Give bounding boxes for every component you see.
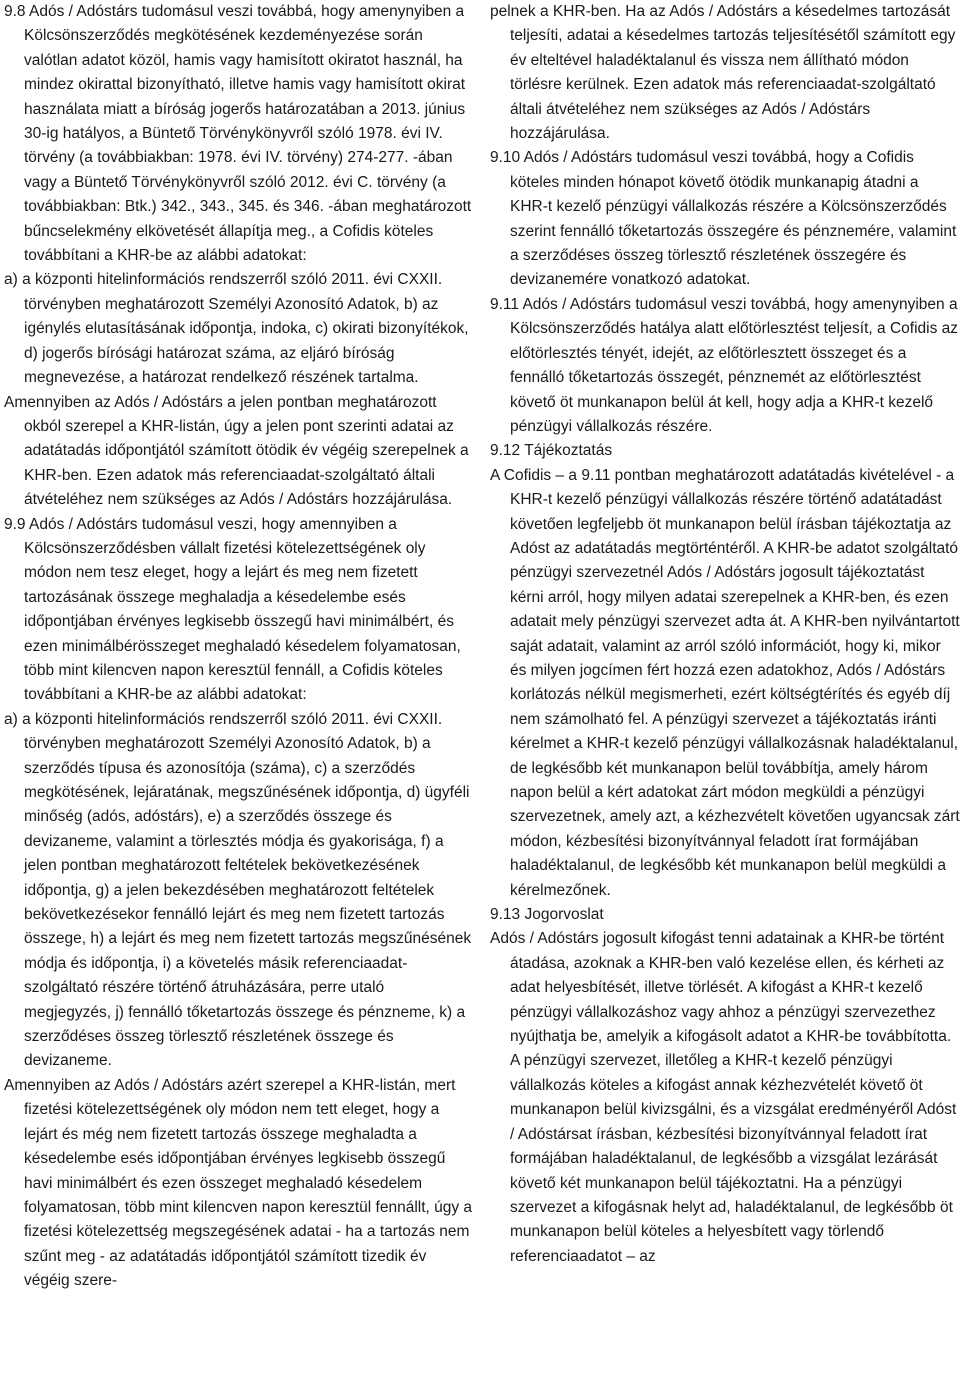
heading-9-12-tajekoztatas: 9.12 Tájékoztatás <box>490 442 613 460</box>
left-column <box>4 0 474 1294</box>
paragraph-9-9-a-list: a) a központi hitelinformációs rendszerről szóló 2011. évi CXXII. törvényben meghatározott Személyi Azonosító Adatok, b) a szerződés típusa és azonosítója (száma), c) a szerződés megkötésének, lejáratának, megszűnésének időpontja, d) ügyféli minőség (adós, adóstárs), e) a szerződés összege és devizaneme, valamint a törlesztés módja és gyakorisága, f) a jelen pontban meghatározott feltételek bekövetkezésének időpontja, g) a jelen bekezdésében meghatározott feltételek bekövetkezésekor fennálló lejárt és meg nem fizetett tartozás összege, h) a lejárt és meg nem fizetett tartozás megszűnésének módja és időpontja, i) a követelés másik referenciaadat-szolgáltató részére történő átruházására, perre utaló megjegyzés, j) fennálló tőketartozás összege és pénzneme, k) a szerződéses összeg törlesztő részletének összege és devizaneme. <box>4 710 472 1070</box>
paragraph-9-9-continued: pelnek a KHR-ben. Ha az Adós / Adóstárs a késedelmes tartozását teljesíti, adatai a késedelmes tartozás teljesítésétől számított egy év elteltével haladéktalanul és vissza nem állítható módon törlésre kerülnek. Ezen adatok más referenciaadat-szolgáltató általi átvételéhez nem szükséges az Adós / Adóstárs hozzájárulása. <box>490 3 956 143</box>
paragraph-9-12-body: A Cofidis – a 9.11 pontban meghatározott adatátadás kivételével - a KHR-t kezelő pénzügyi vállalkozás részére történő adatátadást követően legfeljebb öt munkanapon belül írásban tájékoztatja az Adóst az adatátadás megtörténtéről. A KHR-be adatot szolgáltató pénzügyi szervezetnél Adós / Adóstárs jogosult tájékoztatást kérni arról, hogy milyen adatai szerepelnek a KHR-ben, és ezen adatait mely pénzügyi szervezet adta át. A KHR-ben nyilvántartott saját adatait, valamint az arról szóló információt, hogy ki, mikor és milyen jogcímen fért hozzá ezen adatokhoz, Adós / Adóstárs korlátozás nélkül megismerheti, ezért költségtérítés és egyéb díj nem számolható fel. A pénzügyi szervezet a tájékoztatás iránti kérelmet a KHR-t kezelő pénzügyi vállalkozásnak haladéktalanul, de legkésőbb két munkanapon belül továbbítja, amely három napon belül a kért adatokat zárt módon megküldi a pénzügyi szervezetnek, amely azt, a kézhezvételt követően ugyancsak zárt módon, kézbesítési bizonyítvánnyal feladott írat formájában haladéktalanul, de legkésőbb két munkanapon belül megküldi a kérelmezőnek. <box>490 466 960 899</box>
paragraph-9-10: 9.10 Adós / Adóstárs tudomásul veszi továbbá, hogy a Cofidis köteles minden hónapot követő ötödik munkanapig átadni a KHR-t kezelő pénzügyi vállalkozás részére a Kölcsönszerződés szerint fennálló tőketartozás összegére és pénznemére, valamint a szerződéses összeg törlesztő részletének összegére és devizanemére vonatkozó adatokat. <box>490 149 957 289</box>
paragraph-9-8-khr-duration: Amennyiben az Adós / Adóstárs a jelen pontban meghatározott okból szerepel a KHR-listán, úgy a jelen pont szerinti adatai az adatátadás időpontjától számított ötödik év végéig szerepelnek a KHR-ben. Ezen adatok más referenciaadat-szolgáltató általi átvételéhez nem szükséges az Adós / Adóstárs hozzájárulása. <box>4 393 469 509</box>
paragraph-9-8: 9.8 Adós / Adóstárs tudomásul veszi továbbá, hogy amenynyiben a Kölcsönszerződés megkötésének kezdeményezése során valótlan adatot közöl, hamis vagy hamisított okiratot használ, ha mindez okirattal bizonyítható, illetve hamis vagy hamisított okirat használata miatt a bíróság jogerős határozatában a 2013. június 30-ig hatályos, a Büntető Törvénykönyvről szóló 1978. évi IV. törvény (a továbbiakban: 1978. évi IV. törvény) 274-277. -ában vagy a Büntető Törvénykönyvről szóló 2012. évi C. törvény (a továbbiakban: Btk.) 342., 343., 345. és 346. -ában meghatározott bűncselekmény elkövetését állapítja meg., a Cofidis köteles továbbítani a KHR-be az alábbi adatokat: <box>4 3 472 265</box>
heading-9-13-jogorvoslat: 9.13 Jogorvoslat <box>490 906 604 924</box>
right-column <box>490 0 960 1269</box>
paragraph-9-11: 9.11 Adós / Adóstárs tudomásul veszi továbbá, hogy amenynyiben a Kölcsönszerződés hatálya alatt előtörlesztést teljesít, a Cofidis az előtörlesztés tényét, idejét, az előtörlesztett összeget és a fennálló tőketartozás összegét, pénznemét az előtörlesztést követő öt munkanapon belül át kell, hogy adja a KHR-t kezelő pénzügyi vállalkozás részére. <box>490 295 959 435</box>
paragraph-9-9: 9.9 Adós / Adóstárs tudomásul veszi, hogy amennyiben a Kölcsönszerződésben vállalt fizetési kötelezettségének oly módon nem tesz eleget, hogy a lejárt és meg nem fizetett tartozásának összege meghaladja a késedelembe esés időpontjában érvényes legkisebb összegű havi minimálbért, és ezen minimálbérösszeget meghaladó késedelem folyamatosan, több mint kilencven napon keresztül fennáll, a Cofidis köteles továbbítani a KHR-be az alábbi adatokat: <box>4 515 461 704</box>
paragraph-9-13-body: Adós / Adóstárs jogosult kifogást tenni adatainak a KHR-be történt átadása, azoknak a KHR-ben való kezelése ellen, és kérheti az adat helyesbítését, illetve törlését. A kifogást a KHR-t kezelő pénzügyi vállalkozáshoz vagy ahhoz a pénzügyi szervezethez nyújthatja be, amelyik a kifogásolt adatot a KHR-be továbbította. A pénzügyi szervezet, illetőleg a KHR-t kezelő pénzügyi vállalkozás köteles a kifogást annak kézhezvételét követő öt munkanapon belül kivizsgálni, és a vizsgálat eredményéről Adóst / Adóstársat írásban, kézbesítési bizonyítvánnyal feladott írat formájában haladéktalanul, de legkésőbb a vizsgálat lezárását követő két munkanapon belül tájékoztatni. Ha a pénzügyi szervezet a kifogásnak helyt ad, haladéktalanul, de legkésőbb öt munkanapon belül köteles a helyesbített vagy törlendő referenciaadatot – az <box>490 930 957 1265</box>
paragraph-9-8-a-list: a) a központi hitelinformációs rendszerről szóló 2011. évi CXXII. törvényben meghatározott Személyi Azonosító Adatok, b) az igénylés elutasításának időpontja, indoka, c) okirati bizonyítékok, d) jogerős bírósági határozat száma, az eljáró bíróság megnevezése, a határozat rendelkező részének tartalma. <box>4 271 469 387</box>
paragraph-9-9-khr-duration: Amennyiben az Adós / Adóstárs azért szerepel a KHR-listán, mert fizetési kötelezettségének oly módon nem tett eleget, hogy a lejárt és még nem fizetett tartozás összege meghaladta a késedelembe esés időpontjában érvényes legkisebb összegű havi minimálbért és ezen összeget meghaladó késedelem folyamatosan, több mint kilencven napon keresztül fennállt, úgy a fizetési kötelezettség megszegésének adatai - ha a tartozás nem szűnt meg - az adatátadás időpontjától számított tizedik év végéig szere- <box>4 1076 473 1290</box>
